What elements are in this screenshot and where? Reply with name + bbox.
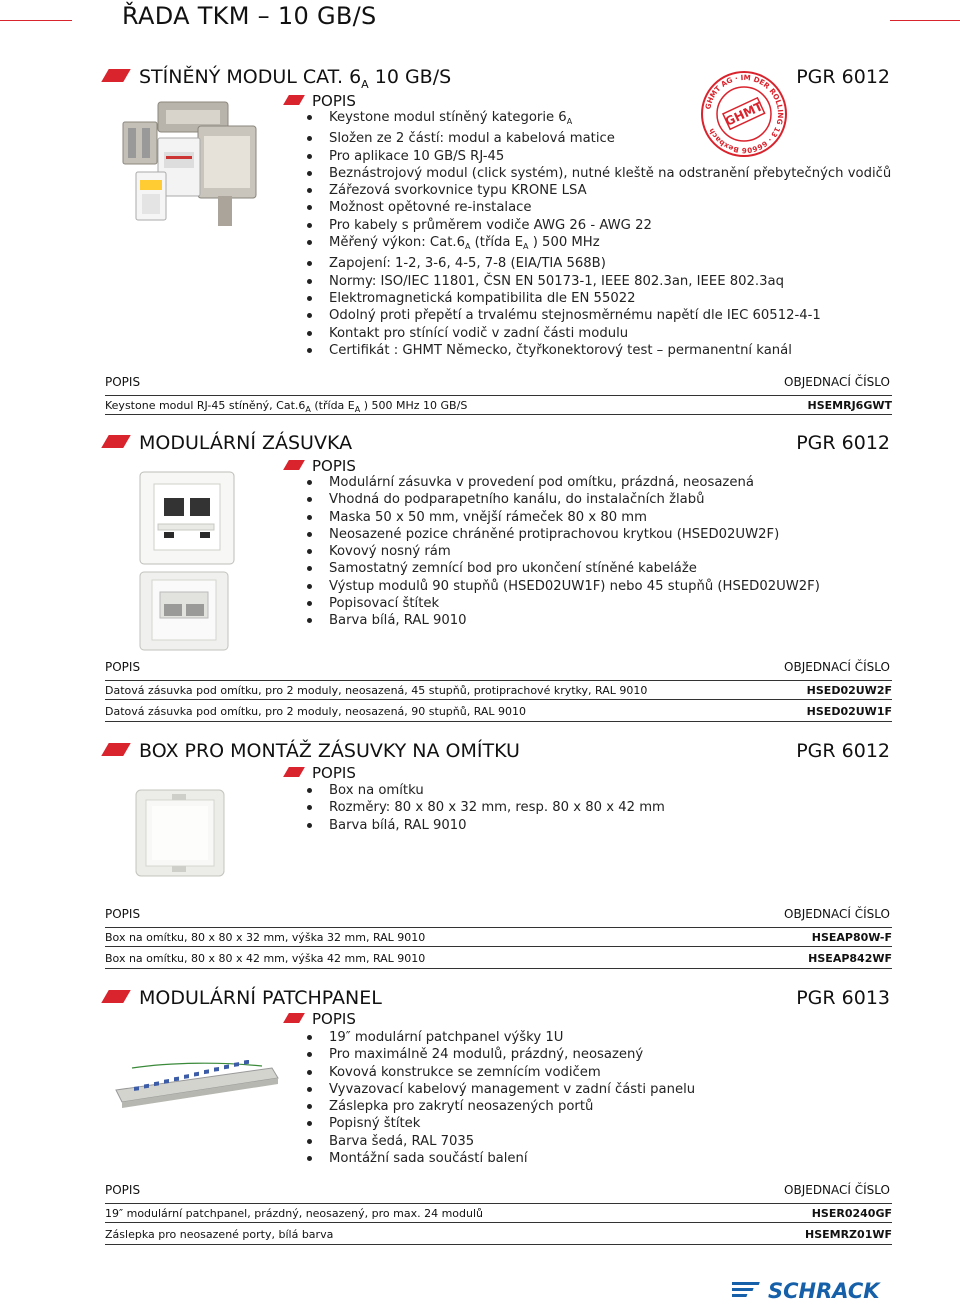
header-rule-left [0,20,72,21]
list-item: Box na omítku [306,782,665,799]
list-item: Složen ze 2 částí: modul a kabelová matice [306,130,891,147]
order-code: HSER0240GF [811,1207,892,1220]
list-item: Samostatný zemnící bod pro ukončení stíněné kabeláže [306,560,820,577]
section-bullet-list [306,1029,695,1167]
list-item: Barva šedá, RAL 7035 [306,1133,695,1150]
list-item: Odolný proti přepětí a trvalému stejnosměrnému napětí dle IEC 60512-4-1 [306,307,891,324]
section-popis-heading: POPIS [286,92,356,110]
red-bullet-mark [283,1013,305,1023]
red-bullet-mark [283,767,305,777]
order-code: HSEMRJ6GWT [807,399,892,412]
red-bullet-mark [101,435,131,448]
section-pgr-code: PGR 6012 [796,432,890,454]
svg-text:SCHRACK: SCHRACK [768,1279,880,1303]
list-item: Výstup modulů 90 stupňů (HSED02UW1F) nebo 45 stupňů (HSED02UW2F) [306,578,820,595]
table-row: Datová zásuvka pod omítku, pro 2 moduly, neosazená, 90 stupňů, RAL 9010 HSED02UW1F [105,702,892,722]
section-pgr-code: PGR 6012 [796,66,890,88]
list-item: Vhodná do podparapetního kanálu, do instalačních žlabů [306,491,820,508]
list-item: Montážní sada součástí balení [306,1150,695,1167]
order-table-header: POPIS OBJEDNACÍ ČÍSLO [105,1183,890,1197]
section-popis-heading: POPIS [286,1010,356,1028]
order-code: HSEAP80W-F [811,931,892,944]
order-table-header: POPIS OBJEDNACÍ ČÍSLO [105,907,890,921]
list-item: Měřený výkon: $Cat.6_A$ (třída $E_A$ ) 500 MHz [306,234,891,255]
list-item: Pro maximálně 24 modulů, prázdný, neosazený [306,1046,695,1063]
section-bullet-list [306,109,891,359]
table-row: Keystone modul RJ-45 stíněný, $Cat.6_A$ (třída $E_A$ ) 500 MHz 10 GB/S HSEMRJ6GWT [105,395,892,415]
section-title-surface-box: BOX PRO MONTÁŽ ZÁSUVKY NA OMÍTKU [105,740,520,762]
list-item: Záslepka pro zakrytí neosazených portů [306,1098,695,1115]
list-item: Zapojení: 1-2, 3-6, 4-5, 7-8 (EIA/TIA 568B) [306,255,891,272]
order-code: HSED02UW1F [806,705,892,718]
list-item: Rozměry: 80 x 80 x 32 mm, resp. 80 x 80 x 42 mm [306,799,665,816]
red-bullet-mark [101,990,131,1003]
section-title-modular-socket: MODULÁRNÍ ZÁSUVKA [105,432,352,454]
order-code: HSED02UW2F [806,684,892,697]
modular-socket-45-image [138,570,230,652]
red-bullet-mark [283,460,305,470]
red-bullet-mark [101,743,131,756]
table-row: Datová zásuvka pod omítku, pro 2 moduly, neosazená, 45 stupňů, protiprachové krytky, RAL 9010 HSED02UW2F [105,680,892,700]
header-rule-right [890,20,960,21]
section-popis-heading: POPIS [286,457,356,475]
list-item: Elektromagnetická kompatibilita dle EN 55022 [306,290,891,307]
list-item: Vyvazovací kabelový management v zadní části panelu [306,1081,695,1098]
table-row: 19″ modulární patchpanel, prázdný, neosazený, pro max. 24 modulů HSER0240GF [105,1203,892,1223]
list-item: Neosazené pozice chráněné protiprachovou krytkou (HSED02UW2F) [306,526,820,543]
table-row: Box na omítku, 80 x 80 x 32 mm, výška 32 mm, RAL 9010 HSEAP80W-F [105,927,892,947]
schrack-logo [732,1276,892,1304]
table-row: Záslepka pro neosazené porty, bílá barva HSEMRZ01WF [105,1225,892,1245]
list-item: Popisovací štítek [306,595,820,612]
section-bullet-list [306,474,820,630]
surface-box-image [132,784,228,880]
svg-text:GHMT: GHMT [722,99,766,129]
list-item: Beznástrojový modul (click systém), nutné kleště na odstranění přebytečných vodičů [306,165,891,182]
keystone-module-image [118,96,278,232]
list-item: 19″ modulární patchpanel výšky 1U [306,1029,695,1046]
page-title: ŘADA TKM – 10 GB/S [122,2,377,30]
modular-socket-image [138,470,238,570]
table-row: Box na omítku, 80 x 80 x 42 mm, výška 42 mm, RAL 9010 HSEAP842WF [105,949,892,969]
list-item: Normy: ISO/IEC 11801, ČSN EN 50173-1, IEEE 802.3an, IEEE 802.3aq [306,273,891,290]
patchpanel-image [112,1060,282,1116]
svg-text:GHMT AG · IM DER ROLLING 13 ·: GHMT AG · IM DER ROLLING 13 · 66606 Bexbach [703,72,786,156]
list-item: Zářezová svorkovnice typu KRONE LSA [306,182,891,199]
red-bullet-mark [283,95,305,105]
section-bullet-list [306,782,665,834]
list-item: Kontakt pro stínící vodič v zadní části modulu [306,325,891,342]
list-item: Kovový nosný rám [306,543,820,560]
order-table-header: POPIS OBJEDNACÍ ČÍSLO [105,375,890,389]
list-item: Keystone modul stíněný kategorie $6_A$ [306,109,891,130]
order-table-header: POPIS OBJEDNACÍ ČÍSLO [105,660,890,674]
section-pgr-code: PGR 6013 [796,987,890,1009]
list-item: Certifikát : GHMT Německo, čtyřkonektorový test – permanentní kanál [306,342,891,359]
list-item: Barva bílá, RAL 9010 [306,817,665,834]
list-item: Maska 50 x 50 mm, vnější rámeček 80 x 80 mm [306,509,820,526]
list-item: Možnost opětovné re-instalace [306,199,891,216]
list-item: Barva bílá, RAL 9010 [306,612,820,629]
list-item: Popisný štítek [306,1115,695,1132]
section-popis-heading: POPIS [286,764,356,782]
order-code: HSEMRZ01WF [805,1228,892,1241]
order-code: HSEAP842WF [808,952,892,965]
list-item: Pro aplikace 10 GB/S RJ-45 [306,148,891,165]
list-item: Pro kabely s průměrem vodiče AWG 26 - AWG 22 [306,217,891,234]
section-pgr-code: PGR 6012 [796,740,890,762]
section-title-patchpanel: MODULÁRNÍ PATCHPANEL [105,987,382,1009]
list-item: Kovová konstrukce se zemnícím vodičem [306,1064,695,1081]
red-bullet-mark [101,69,131,82]
section-title-shielded-module: STÍNĚNÝ MODUL CAT. $6_A$ 10 GB/S [105,66,451,91]
list-item: Modulární zásuvka v provedení pod omítku, prázdná, neosazená [306,474,820,491]
